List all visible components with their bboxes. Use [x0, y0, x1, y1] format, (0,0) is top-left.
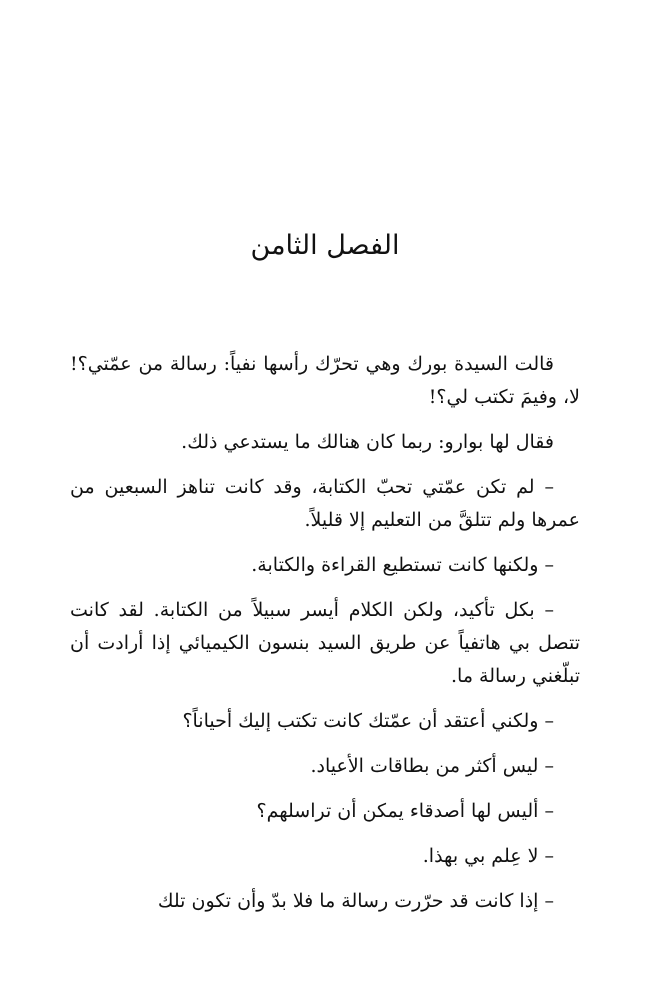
paragraph: – بكل تأكيد، ولكن الكلام أيسر سبيلاً من الكتابة. لقد كانت تتصل بي هاتفياً عن طريق السيد بنسون الكيميائي إذا أرادت أن تبلّغني رسالة ما. — [70, 599, 580, 687]
paragraph: – ليس أكثر من بطاقات الأعياد. — [310, 755, 554, 777]
paragraph: – أليس لها أصدقاء يمكن أن تراسلهم؟ — [256, 800, 554, 822]
chapter-title: الفصل الثامن — [250, 230, 400, 261]
paragraph: – إذا كانت قد حرّرت رسالة ما فلا بدّ وأن تكون تلك — [157, 890, 554, 912]
paragraph: قالت السيدة بورك وهي تحرّك رأسها نفياً: رسالة من عمّتي؟! لا، وفيمَ تكتب لي؟! — [70, 353, 580, 408]
paragraph: – ولكني أعتقد أن عمّتك كانت تكتب إليك أحياناً؟ — [182, 710, 554, 732]
paragraph: – ولكنها كانت تستطيع القراءة والكتابة. — [251, 554, 554, 576]
chapter-body — [70, 348, 580, 918]
paragraph: – لا عِلم بي بهذا. — [422, 845, 554, 867]
paragraph: – لم تكن عمّتي تحبّ الكتابة، وقد كانت تناهز السبعين من عمرها ولم تتلقَّ من التعليم إلا قليلاً. — [70, 476, 580, 531]
paragraph: فقال لها بوارو: ربما كان هنالك ما يستدعي ذلك. — [181, 431, 554, 453]
